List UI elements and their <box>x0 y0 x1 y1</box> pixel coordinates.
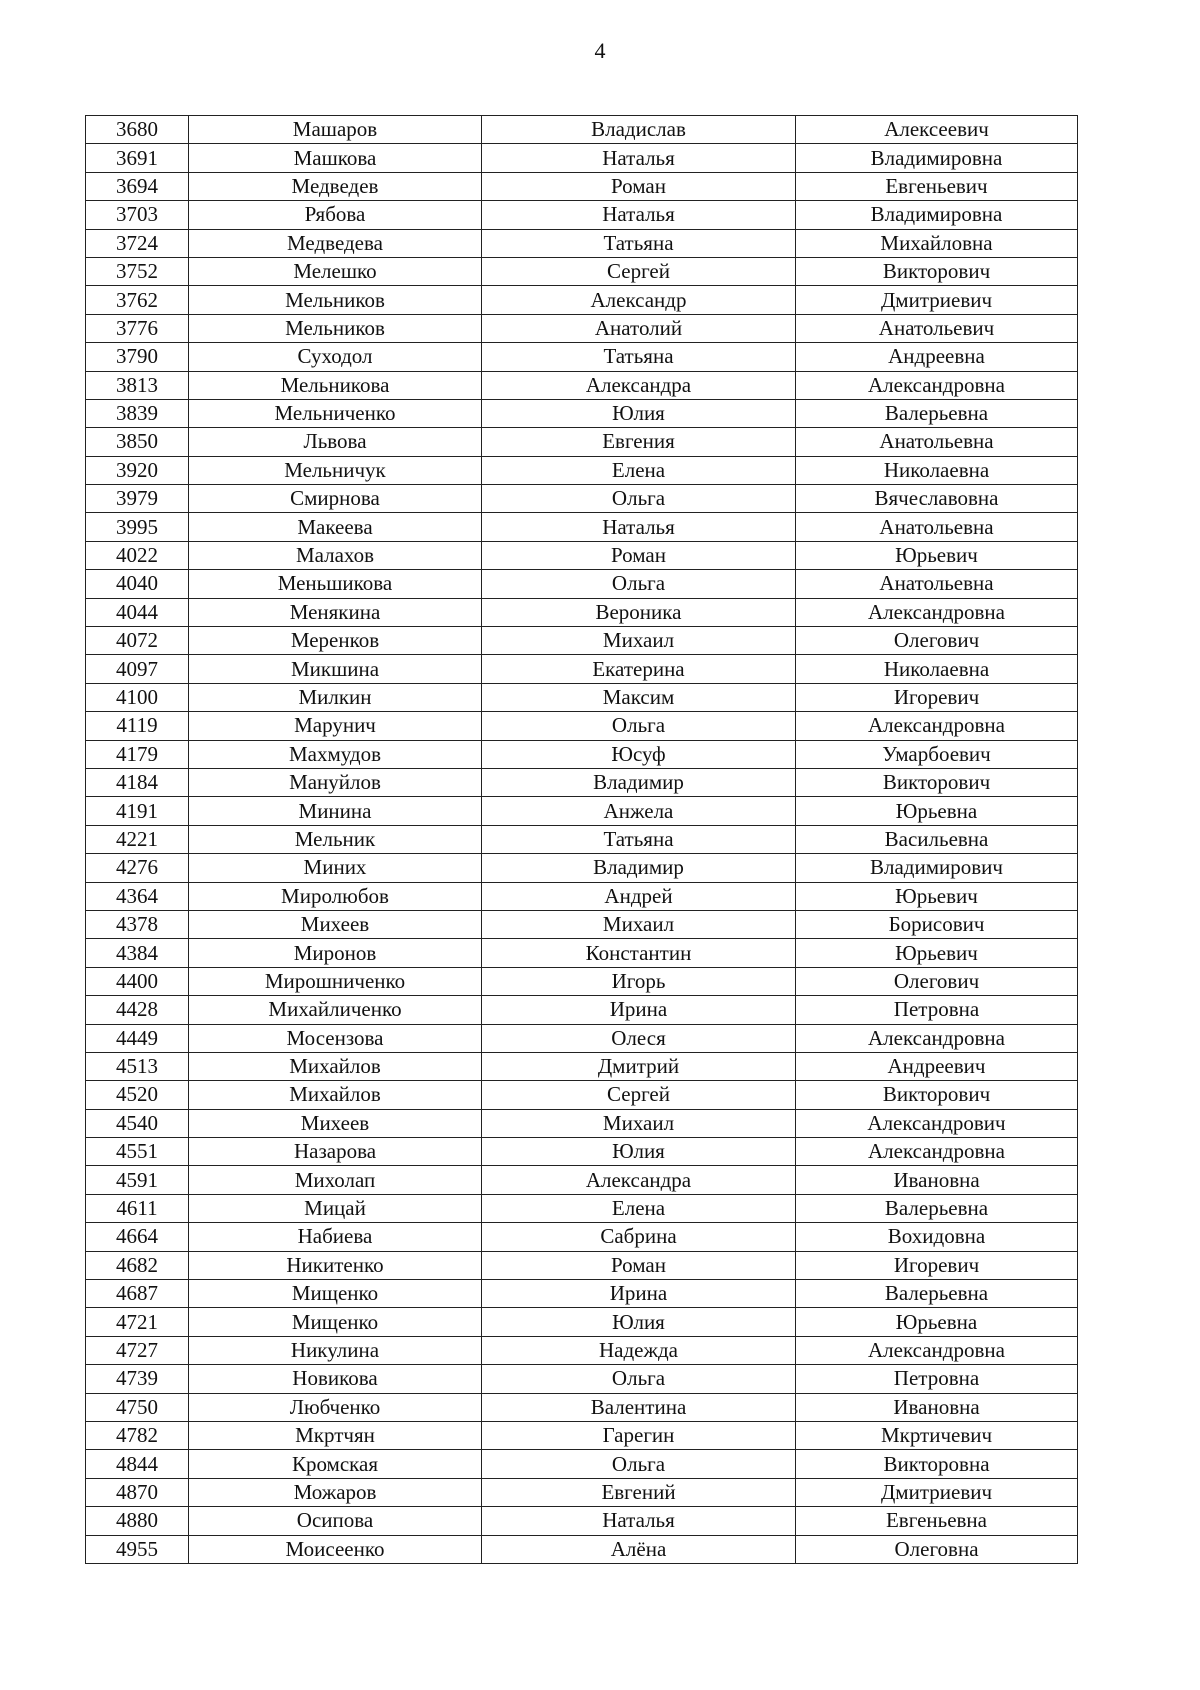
record-number-cell: 4782 <box>86 1421 189 1449</box>
first-name-cell: Роман <box>482 541 796 569</box>
table-row <box>86 1081 1078 1109</box>
middle-name-cell: Юрьевна <box>796 1308 1078 1336</box>
last-name-cell: Никитенко <box>189 1251 482 1279</box>
middle-name-cell: Юрьевна <box>796 797 1078 825</box>
record-number-cell: 4097 <box>86 655 189 683</box>
record-number-cell: 4727 <box>86 1336 189 1364</box>
table-row <box>86 1280 1078 1308</box>
record-number-cell: 4179 <box>86 740 189 768</box>
table-row <box>86 513 1078 541</box>
table-row <box>86 1421 1078 1449</box>
record-number-cell: 3752 <box>86 257 189 285</box>
last-name-cell: Моисеенко <box>189 1535 482 1563</box>
first-name-cell: Ольга <box>482 1365 796 1393</box>
last-name-cell: Мицай <box>189 1194 482 1222</box>
middle-name-cell: Евгеньевич <box>796 172 1078 200</box>
record-number-cell: 4184 <box>86 768 189 796</box>
middle-name-cell: Викторович <box>796 1081 1078 1109</box>
record-number-cell: 4400 <box>86 967 189 995</box>
first-name-cell: Наталья <box>482 513 796 541</box>
last-name-cell: Михайлов <box>189 1052 482 1080</box>
middle-name-cell: Николаевна <box>796 655 1078 683</box>
last-name-cell: Миних <box>189 854 482 882</box>
table-row <box>86 882 1078 910</box>
first-name-cell: Михаил <box>482 627 796 655</box>
last-name-cell: Михеев <box>189 1109 482 1137</box>
last-name-cell: Мирошниченко <box>189 967 482 995</box>
middle-name-cell: Юрьевич <box>796 939 1078 967</box>
first-name-cell: Евгений <box>482 1478 796 1506</box>
first-name-cell: Владимир <box>482 768 796 796</box>
first-name-cell: Владислав <box>482 116 796 144</box>
middle-name-cell: Владимировна <box>796 201 1078 229</box>
last-name-cell: Мельниченко <box>189 399 482 427</box>
first-name-cell: Юсуф <box>482 740 796 768</box>
table-row <box>86 456 1078 484</box>
last-name-cell: Можаров <box>189 1478 482 1506</box>
table-row <box>86 343 1078 371</box>
last-name-cell: Набиева <box>189 1223 482 1251</box>
table-row <box>86 1194 1078 1222</box>
last-name-cell: Суходол <box>189 343 482 371</box>
middle-name-cell: Владимирович <box>796 854 1078 882</box>
table-row <box>86 768 1078 796</box>
first-name-cell: Татьяна <box>482 825 796 853</box>
record-number-cell: 4687 <box>86 1280 189 1308</box>
middle-name-cell: Вохидовна <box>796 1223 1078 1251</box>
record-number-cell: 4364 <box>86 882 189 910</box>
table-row <box>86 1223 1078 1251</box>
table-row <box>86 1308 1078 1336</box>
table-row <box>86 1365 1078 1393</box>
record-number-cell: 4513 <box>86 1052 189 1080</box>
record-number-cell: 3850 <box>86 428 189 456</box>
last-name-cell: Макеева <box>189 513 482 541</box>
first-name-cell: Константин <box>482 939 796 967</box>
record-number-cell: 3920 <box>86 456 189 484</box>
last-name-cell: Михолап <box>189 1166 482 1194</box>
last-name-cell: Любченко <box>189 1393 482 1421</box>
record-number-cell: 4449 <box>86 1024 189 1052</box>
last-name-cell: Мелешко <box>189 257 482 285</box>
record-number-cell: 3691 <box>86 144 189 172</box>
records-table <box>85 115 1078 1564</box>
last-name-cell: Минина <box>189 797 482 825</box>
first-name-cell: Игорь <box>482 967 796 995</box>
record-number-cell: 4221 <box>86 825 189 853</box>
table-row <box>86 939 1078 967</box>
record-number-cell: 4844 <box>86 1450 189 1478</box>
table-row <box>86 371 1078 399</box>
middle-name-cell: Александровна <box>796 712 1078 740</box>
middle-name-cell: Валерьевна <box>796 1280 1078 1308</box>
record-number-cell: 3694 <box>86 172 189 200</box>
first-name-cell: Екатерина <box>482 655 796 683</box>
last-name-cell: Смирнова <box>189 485 482 513</box>
last-name-cell: Мельников <box>189 314 482 342</box>
last-name-cell: Малахов <box>189 541 482 569</box>
record-number-cell: 4022 <box>86 541 189 569</box>
first-name-cell: Ольга <box>482 1450 796 1478</box>
first-name-cell: Андрей <box>482 882 796 910</box>
table-row <box>86 1450 1078 1478</box>
first-name-cell: Михаил <box>482 1109 796 1137</box>
first-name-cell: Александр <box>482 286 796 314</box>
first-name-cell: Анжела <box>482 797 796 825</box>
middle-name-cell: Викторович <box>796 257 1078 285</box>
table-row <box>86 541 1078 569</box>
first-name-cell: Наталья <box>482 1507 796 1535</box>
first-name-cell: Вероника <box>482 598 796 626</box>
middle-name-cell: Анатольевна <box>796 428 1078 456</box>
last-name-cell: Меньшикова <box>189 570 482 598</box>
middle-name-cell: Петровна <box>796 1365 1078 1393</box>
first-name-cell: Татьяна <box>482 229 796 257</box>
first-name-cell: Надежда <box>482 1336 796 1364</box>
last-name-cell: Мищенко <box>189 1308 482 1336</box>
first-name-cell: Роман <box>482 172 796 200</box>
middle-name-cell: Олегович <box>796 627 1078 655</box>
last-name-cell: Осипова <box>189 1507 482 1535</box>
middle-name-cell: Валерьевна <box>796 399 1078 427</box>
last-name-cell: Рябова <box>189 201 482 229</box>
record-number-cell: 4750 <box>86 1393 189 1421</box>
middle-name-cell: Вячеславовна <box>796 485 1078 513</box>
middle-name-cell: Ивановна <box>796 1393 1078 1421</box>
first-name-cell: Елена <box>482 456 796 484</box>
middle-name-cell: Евгеньевна <box>796 1507 1078 1535</box>
last-name-cell: Мельникова <box>189 371 482 399</box>
middle-name-cell: Ивановна <box>796 1166 1078 1194</box>
table-row <box>86 399 1078 427</box>
first-name-cell: Юлия <box>482 1308 796 1336</box>
record-number-cell: 4551 <box>86 1138 189 1166</box>
first-name-cell: Елена <box>482 1194 796 1222</box>
first-name-cell: Александра <box>482 371 796 399</box>
last-name-cell: Львова <box>189 428 482 456</box>
last-name-cell: Медведева <box>189 229 482 257</box>
record-number-cell: 3979 <box>86 485 189 513</box>
middle-name-cell: Михайловна <box>796 229 1078 257</box>
last-name-cell: Махмудов <box>189 740 482 768</box>
first-name-cell: Сергей <box>482 257 796 285</box>
middle-name-cell: Игоревич <box>796 683 1078 711</box>
last-name-cell: Мищенко <box>189 1280 482 1308</box>
record-number-cell: 4119 <box>86 712 189 740</box>
record-number-cell: 3790 <box>86 343 189 371</box>
middle-name-cell: Петровна <box>796 996 1078 1024</box>
first-name-cell: Ирина <box>482 1280 796 1308</box>
page-number: 4 <box>594 38 606 63</box>
table-row <box>86 229 1078 257</box>
first-name-cell: Валентина <box>482 1393 796 1421</box>
middle-name-cell: Мкртичевич <box>796 1421 1078 1449</box>
last-name-cell: Никулина <box>189 1336 482 1364</box>
first-name-cell: Ольга <box>482 485 796 513</box>
last-name-cell: Михеев <box>189 910 482 938</box>
table-row <box>86 286 1078 314</box>
middle-name-cell: Игоревич <box>796 1251 1078 1279</box>
record-number-cell: 4739 <box>86 1365 189 1393</box>
record-number-cell: 4378 <box>86 910 189 938</box>
record-number-cell: 4520 <box>86 1081 189 1109</box>
table-row <box>86 910 1078 938</box>
record-number-cell: 4955 <box>86 1535 189 1563</box>
first-name-cell: Анатолий <box>482 314 796 342</box>
table-row <box>86 967 1078 995</box>
last-name-cell: Микшина <box>189 655 482 683</box>
middle-name-cell: Олегович <box>796 967 1078 995</box>
record-number-cell: 4591 <box>86 1166 189 1194</box>
middle-name-cell: Анатольевич <box>796 314 1078 342</box>
record-number-cell: 3813 <box>86 371 189 399</box>
last-name-cell: Миролюбов <box>189 882 482 910</box>
first-name-cell: Юлия <box>482 1138 796 1166</box>
first-name-cell: Олеся <box>482 1024 796 1052</box>
record-number-cell: 4611 <box>86 1194 189 1222</box>
record-number-cell: 4870 <box>86 1478 189 1506</box>
middle-name-cell: Анатольевна <box>796 570 1078 598</box>
record-number-cell: 4044 <box>86 598 189 626</box>
record-number-cell: 4428 <box>86 996 189 1024</box>
table-row <box>86 854 1078 882</box>
first-name-cell: Роман <box>482 1251 796 1279</box>
table-row <box>86 1478 1078 1506</box>
middle-name-cell: Умарбоевич <box>796 740 1078 768</box>
table-row <box>86 1138 1078 1166</box>
record-number-cell: 3776 <box>86 314 189 342</box>
table-row <box>86 825 1078 853</box>
table-row <box>86 1251 1078 1279</box>
last-name-cell: Мельник <box>189 825 482 853</box>
record-number-cell: 4191 <box>86 797 189 825</box>
last-name-cell: Михайличенко <box>189 996 482 1024</box>
record-number-cell: 4664 <box>86 1223 189 1251</box>
record-number-cell: 4384 <box>86 939 189 967</box>
middle-name-cell: Борисович <box>796 910 1078 938</box>
table-row <box>86 1166 1078 1194</box>
table-row <box>86 598 1078 626</box>
first-name-cell: Ирина <box>482 996 796 1024</box>
table-row <box>86 627 1078 655</box>
table-row <box>86 201 1078 229</box>
last-name-cell: Мельников <box>189 286 482 314</box>
record-number-cell: 4880 <box>86 1507 189 1535</box>
record-number-cell: 4072 <box>86 627 189 655</box>
middle-name-cell: Николаевна <box>796 456 1078 484</box>
table-row <box>86 996 1078 1024</box>
last-name-cell: Меренков <box>189 627 482 655</box>
last-name-cell: Мануйлов <box>189 768 482 796</box>
table-row <box>86 257 1078 285</box>
table-row <box>86 570 1078 598</box>
table-row <box>86 1052 1078 1080</box>
first-name-cell: Гарегин <box>482 1421 796 1449</box>
table-row <box>86 797 1078 825</box>
table-row <box>86 314 1078 342</box>
table-row <box>86 485 1078 513</box>
first-name-cell: Евгения <box>482 428 796 456</box>
record-number-cell: 4682 <box>86 1251 189 1279</box>
table-row <box>86 144 1078 172</box>
first-name-cell: Ольга <box>482 712 796 740</box>
middle-name-cell: Юрьевич <box>796 882 1078 910</box>
middle-name-cell: Андреевич <box>796 1052 1078 1080</box>
last-name-cell: Кромская <box>189 1450 482 1478</box>
table-row <box>86 1024 1078 1052</box>
table-row <box>86 1336 1078 1364</box>
middle-name-cell: Александровна <box>796 371 1078 399</box>
last-name-cell: Милкин <box>189 683 482 711</box>
first-name-cell: Наталья <box>482 201 796 229</box>
last-name-cell: Миронов <box>189 939 482 967</box>
middle-name-cell: Олеговна <box>796 1535 1078 1563</box>
middle-name-cell: Андреевна <box>796 343 1078 371</box>
middle-name-cell: Дмитриевич <box>796 286 1078 314</box>
first-name-cell: Владимир <box>482 854 796 882</box>
middle-name-cell: Александрович <box>796 1109 1078 1137</box>
last-name-cell: Менякина <box>189 598 482 626</box>
table-row <box>86 740 1078 768</box>
records-body <box>86 116 1078 1564</box>
first-name-cell: Александра <box>482 1166 796 1194</box>
last-name-cell: Новикова <box>189 1365 482 1393</box>
last-name-cell: Машкова <box>189 144 482 172</box>
first-name-cell: Максим <box>482 683 796 711</box>
first-name-cell: Татьяна <box>482 343 796 371</box>
last-name-cell: Медведев <box>189 172 482 200</box>
first-name-cell: Сабрина <box>482 1223 796 1251</box>
table-row <box>86 683 1078 711</box>
last-name-cell: Михайлов <box>189 1081 482 1109</box>
middle-name-cell: Викторовна <box>796 1450 1078 1478</box>
record-number-cell: 3762 <box>86 286 189 314</box>
record-number-cell: 4040 <box>86 570 189 598</box>
first-name-cell: Сергей <box>482 1081 796 1109</box>
first-name-cell: Дмитрий <box>482 1052 796 1080</box>
record-number-cell: 4540 <box>86 1109 189 1137</box>
middle-name-cell: Александровна <box>796 1336 1078 1364</box>
last-name-cell: Машаров <box>189 116 482 144</box>
middle-name-cell: Юрьевич <box>796 541 1078 569</box>
table-row <box>86 1535 1078 1563</box>
first-name-cell: Алёна <box>482 1535 796 1563</box>
table-row <box>86 172 1078 200</box>
last-name-cell: Марунич <box>189 712 482 740</box>
table-row <box>86 1109 1078 1137</box>
middle-name-cell: Александровна <box>796 598 1078 626</box>
middle-name-cell: Алексеевич <box>796 116 1078 144</box>
middle-name-cell: Дмитриевич <box>796 1478 1078 1506</box>
middle-name-cell: Александровна <box>796 1024 1078 1052</box>
record-number-cell: 4276 <box>86 854 189 882</box>
record-number-cell: 3724 <box>86 229 189 257</box>
middle-name-cell: Викторович <box>796 768 1078 796</box>
last-name-cell: Назарова <box>189 1138 482 1166</box>
first-name-cell: Ольга <box>482 570 796 598</box>
last-name-cell: Мкртчян <box>189 1421 482 1449</box>
first-name-cell: Михаил <box>482 910 796 938</box>
table-row <box>86 1393 1078 1421</box>
record-number-cell: 4721 <box>86 1308 189 1336</box>
record-number-cell: 3839 <box>86 399 189 427</box>
first-name-cell: Юлия <box>482 399 796 427</box>
last-name-cell: Мельничук <box>189 456 482 484</box>
last-name-cell: Мосензова <box>189 1024 482 1052</box>
middle-name-cell: Владимировна <box>796 144 1078 172</box>
table-row <box>86 428 1078 456</box>
first-name-cell: Наталья <box>482 144 796 172</box>
table-row <box>86 116 1078 144</box>
middle-name-cell: Анатольевна <box>796 513 1078 541</box>
record-number-cell: 4100 <box>86 683 189 711</box>
record-number-cell: 3703 <box>86 201 189 229</box>
record-number-cell: 3680 <box>86 116 189 144</box>
table-row <box>86 712 1078 740</box>
table-row <box>86 1507 1078 1535</box>
table-row <box>86 655 1078 683</box>
middle-name-cell: Васильевна <box>796 825 1078 853</box>
middle-name-cell: Александровна <box>796 1138 1078 1166</box>
middle-name-cell: Валерьевна <box>796 1194 1078 1222</box>
record-number-cell: 3995 <box>86 513 189 541</box>
